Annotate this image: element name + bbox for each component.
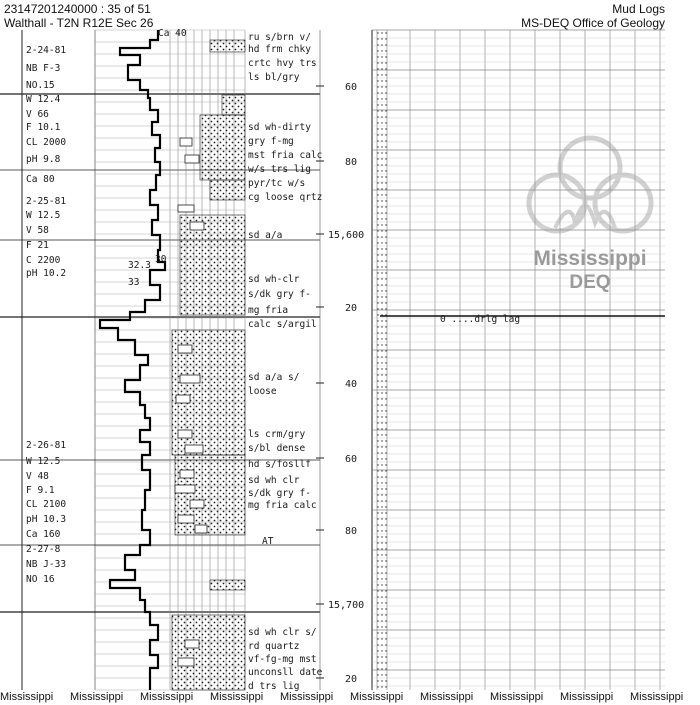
agency-name: MS-DEQ Office of Geology [521, 16, 665, 30]
lithology-description: w/s trs lig [248, 164, 311, 175]
mud-property-note: F 21 [26, 240, 49, 251]
lithology-description: vf-fg-mg mst [248, 654, 317, 665]
lithology-description: sd wh clr [248, 475, 300, 486]
mud-property-note: pH 10.3 [26, 514, 67, 525]
mud-property-note: V 48 [26, 471, 49, 482]
lithology-description: ls bl/gry [248, 72, 300, 83]
drill-rate-note: 33 [128, 277, 140, 288]
lithology-description: hd s/fosllf [248, 459, 311, 470]
mud-property-note: C 2200 [26, 255, 61, 266]
drill-rate-note: 32.3 [128, 260, 151, 271]
mud-property-note: CL 2100 [26, 499, 67, 510]
lithology-description: loose [248, 386, 277, 397]
mud-property-note: 2-25-81 [26, 196, 67, 207]
well-location: Walthall - T2N R12E Sec 26 [4, 16, 154, 30]
depth-label: 60 [345, 454, 358, 465]
lithology-description: s/dk gry f- [248, 488, 311, 499]
mud-property-note: Ca 160 [26, 529, 61, 540]
mud-property-note: CL 2000 [26, 137, 67, 148]
mud-property-note: W 12.4 [26, 94, 61, 105]
lithology-description: sd wh clr s/ [248, 627, 317, 638]
record-id: 23147201240000 : 35 of 51 [4, 2, 151, 16]
depth-labels [316, 82, 364, 685]
lithology-description: s/bl dense [248, 443, 306, 454]
mud-property-note: 2-24-81 [26, 45, 67, 56]
lithology-description: sd wh-clr [248, 274, 300, 285]
mud-property-note: NB J-33 [26, 559, 67, 570]
mud-property-note: pH 9.8 [26, 154, 61, 165]
lithology-description: mst fria calc [248, 150, 323, 161]
lithology-description: hd frm chky [248, 44, 311, 55]
mud-property-note: F 9.1 [26, 485, 55, 496]
footer-watermark-text: Mississippi [140, 691, 194, 703]
drill-rate-note: 30 [155, 254, 167, 265]
mud-property-note: NO.15 [26, 80, 55, 91]
mud-property-note: 2-27-8 [26, 544, 61, 555]
mud-property-note: Ca 80 [26, 174, 55, 185]
footer-watermark-text: Mississippi [420, 691, 474, 703]
top-remark: Ca 40 [158, 28, 187, 39]
lithology-description: mg fria calc [248, 500, 317, 511]
mud-property-note: V 66 [26, 109, 49, 120]
lithology-description: unconsll date [248, 667, 323, 678]
lithology-description: crtc hvy trs [248, 58, 317, 69]
mud-property-notes [26, 45, 66, 585]
chart-remark: 0 ....drlg lag [440, 314, 521, 325]
depth-label: 80 [345, 526, 358, 537]
footer-watermark-text: Mississippi [560, 691, 614, 703]
depth-label: 40 [345, 379, 358, 390]
lithology-description: s/dk gry f- [248, 289, 311, 300]
watermark-line1: Mississippi [533, 247, 647, 270]
lithology-description: rd quartz [248, 641, 300, 652]
mud-property-note: W 12.5 [26, 210, 61, 221]
depth-label: 80 [345, 157, 358, 168]
lithology-description: pyr/tc w/s [248, 178, 306, 189]
lithology-description: ls crm/gry [248, 429, 306, 440]
lithology-description: d trs lig [248, 681, 300, 692]
lithology-description: sd a/a [248, 230, 283, 241]
footer-watermark-text: Mississippi [0, 691, 54, 703]
mud-property-note: NO 16 [26, 574, 55, 585]
lithology-description: sd wh-dirty [248, 122, 311, 133]
lithology-description: AT [262, 536, 274, 547]
footer-watermark-text: Mississippi [490, 691, 544, 703]
footer-watermark-strip [0, 690, 684, 705]
depth-label: 60 [345, 82, 358, 93]
watermark-line2: DEQ [569, 272, 611, 293]
footer-watermark-text: Mississippi [280, 691, 334, 703]
lithology-description: calc s/argil [248, 319, 317, 330]
mud-property-note: W 12.5 [26, 456, 61, 467]
mud-property-note: 2-26-81 [26, 440, 67, 451]
mud-property-note: F 10.1 [26, 122, 61, 133]
footer-watermark-text: Mississippi [70, 691, 124, 703]
footer-watermark-text: Mississippi [630, 691, 684, 703]
lithology-description: gry f-mg [248, 136, 294, 147]
footer-watermark-text: Mississippi [210, 691, 264, 703]
footer-watermark-text: Mississippi [350, 691, 404, 703]
lag-dot-column [377, 30, 387, 690]
depth-label: 20 [345, 674, 358, 685]
mud-property-note: V 58 [26, 225, 49, 236]
depth-label: 15,700 [328, 600, 365, 611]
depth-column [320, 30, 372, 690]
mud-property-note: NB F-3 [26, 63, 61, 74]
lithology-description: cg loose qrtz [248, 192, 323, 203]
lithology-description: mg fria [248, 305, 289, 316]
depth-label: 15,600 [328, 230, 365, 241]
lithology-descriptions [248, 32, 323, 692]
drill-rate-curve [100, 30, 165, 690]
mud-property-note: pH 10.2 [26, 268, 67, 279]
lithology-description: sd a/a s/ [248, 372, 300, 383]
lithology-description: ru s/brn v/ [248, 32, 311, 43]
depth-label: 20 [345, 303, 358, 314]
document-type: Mud Logs [612, 2, 665, 16]
